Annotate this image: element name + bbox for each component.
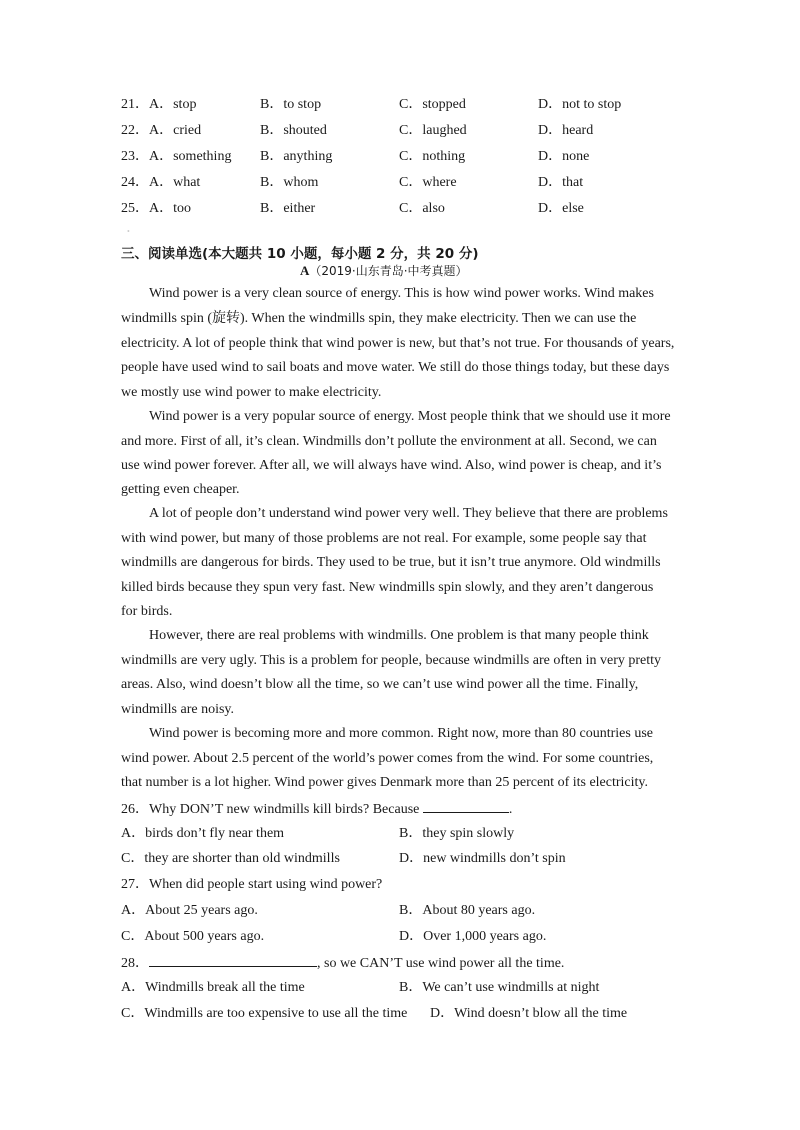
cloze-option-b[interactable]: B．to stop xyxy=(260,97,322,112)
cloze-option-b[interactable]: B．either xyxy=(260,201,316,216)
cloze-question-row xyxy=(121,147,681,167)
passage-line: Wind power is a very popular source of energy. Most people think that we should use it more xyxy=(149,409,671,424)
question-27-option-d[interactable]: D．Over 1,000 years ago. xyxy=(399,929,547,944)
question-26-option-c[interactable]: C．they are shorter than old windmills xyxy=(121,851,340,866)
passage-line: windmills are very ugly. This is a problem for people, because windmills are often in very pretty xyxy=(121,653,662,668)
passage-line: windmills are noisy. xyxy=(121,702,235,717)
question-28-option-a[interactable]: A．Windmills break all the time xyxy=(121,980,305,995)
passage-line: with wind power, but many of those problems are not real. For example, some people say that xyxy=(121,531,647,546)
question-28-text: , so we CAN’T use wind power all the time. xyxy=(317,956,565,971)
question-26-stem xyxy=(121,798,512,820)
cloze-option-d[interactable]: D．not to stop xyxy=(538,97,622,112)
passage-line: Wind power is becoming more and more common. Right now, more than 80 countries use xyxy=(149,726,653,741)
passage-line: and more. First of all, it’s clean. Windmills don’t pollute the environment at all. Second, we can xyxy=(121,434,657,449)
passage-line: Wind power is a very clean source of energy. This is how wind power works. Wind makes xyxy=(149,286,654,301)
cloze-option-c[interactable]: C．where xyxy=(399,175,457,190)
passage-source: （2019·山东青岛·中考真题） xyxy=(309,264,468,278)
passage-line: use wind power forever. After all, we will always have wind. Also, wind power is cheap, and it’s xyxy=(121,458,662,473)
cloze-option-c[interactable]: C．also xyxy=(399,201,445,216)
question-27-option-b[interactable]: B．About 80 years ago. xyxy=(399,903,536,918)
passage-line: windmills spin (旋转). When the windmills spin, they make electricity. Then we can use the xyxy=(121,311,637,326)
passage-line: However, there are real problems with windmills. One problem is that many people think xyxy=(149,628,649,643)
passage-line: A lot of people don’t understand wind power very well. They believe that there are problems xyxy=(149,506,668,521)
question-28-number: 28． xyxy=(121,956,149,971)
question-27-option-a[interactable]: A．About 25 years ago. xyxy=(121,903,258,918)
passage-line: electricity. A lot of people think that wind power is new, but that’s not true. For thousands of years, xyxy=(121,336,675,351)
cloze-option-c[interactable]: C．nothing xyxy=(399,149,466,164)
answer-blank xyxy=(423,798,509,813)
question-27-option-c[interactable]: C．About 500 years ago. xyxy=(121,929,265,944)
passage-line: windmills are dangerous for birds. They used to be true, but it isn’t true anymore. Old windmills xyxy=(121,555,661,570)
paragraph-mark: • xyxy=(127,227,130,236)
answer-blank xyxy=(149,952,317,967)
question-28-option-c[interactable]: C．Windmills are too expensive to use all the time xyxy=(121,1006,408,1021)
cloze-option-c[interactable]: C．laughed xyxy=(399,123,467,138)
question-28-option-d[interactable]: D．Wind doesn’t blow all the time xyxy=(430,1006,628,1021)
cloze-option-c[interactable]: C．stopped xyxy=(399,97,466,112)
cloze-option-d[interactable]: D．that xyxy=(538,175,584,190)
question-26-end: . xyxy=(508,802,513,817)
cloze-option-d[interactable]: D．heard xyxy=(538,123,594,138)
cloze-option-d[interactable]: D．else xyxy=(538,201,584,216)
question-26-option-d[interactable]: D．new windmills don’t spin xyxy=(399,851,566,866)
cloze-option-a[interactable]: 21．A．stop xyxy=(121,97,197,112)
cloze-question-row xyxy=(121,199,681,219)
passage-letter: A xyxy=(300,263,310,278)
question-26-option-b[interactable]: B．they spin slowly xyxy=(399,826,515,841)
passage-line: we mostly use wind power to make electricity. xyxy=(121,385,382,400)
question-27-stem: 27．When did people start using wind power? xyxy=(121,877,383,892)
passage-line: for birds. xyxy=(121,604,173,619)
cloze-option-d[interactable]: D．none xyxy=(538,149,590,164)
cloze-option-b[interactable]: B．anything xyxy=(260,149,333,164)
question-26-text: 26．Why DON’T new windmills kill birds? Because xyxy=(121,802,420,817)
passage-line: people have used wind to sail boats and move water. We still do those things today, but these days xyxy=(121,360,670,375)
cloze-option-b[interactable]: B．shouted xyxy=(260,123,327,138)
cloze-question-row xyxy=(121,121,681,141)
passage-line: areas. Also, wind doesn’t blow all the time, so we can’t use wind power all the time. Finally, xyxy=(121,677,639,692)
passage-line: that number is a lot higher. Wind power gives Denmark more than 25 percent of its electricity. xyxy=(121,775,649,790)
cloze-option-a[interactable]: 25．A．too xyxy=(121,201,191,216)
passage-heading xyxy=(300,262,468,279)
cloze-option-a[interactable]: 24．A．what xyxy=(121,175,201,190)
section-title: 三、阅读单选(本大题共 10 小题，每小题 2 分，共 20 分) xyxy=(121,246,479,262)
cloze-option-a[interactable]: 23．A．something xyxy=(121,149,232,164)
cloze-question-row xyxy=(121,173,681,193)
question-26-option-a[interactable]: A．birds don’t fly near them xyxy=(121,826,285,841)
cloze-option-b[interactable]: B．whom xyxy=(260,175,319,190)
passage-line: getting even cheaper. xyxy=(121,482,240,497)
cloze-option-a[interactable]: 22．A．cried xyxy=(121,123,202,138)
question-28-stem xyxy=(121,952,564,974)
question-28-option-b[interactable]: B．We can’t use windmills at night xyxy=(399,980,600,995)
passage-line: wind power. About 2.5 percent of the world’s power comes from the wind. For some countries, xyxy=(121,751,654,766)
passage-line: killed birds because they spun very fast. New windmills spin slowly, and they aren’t dangerous xyxy=(121,580,654,595)
cloze-question-row xyxy=(121,95,681,115)
